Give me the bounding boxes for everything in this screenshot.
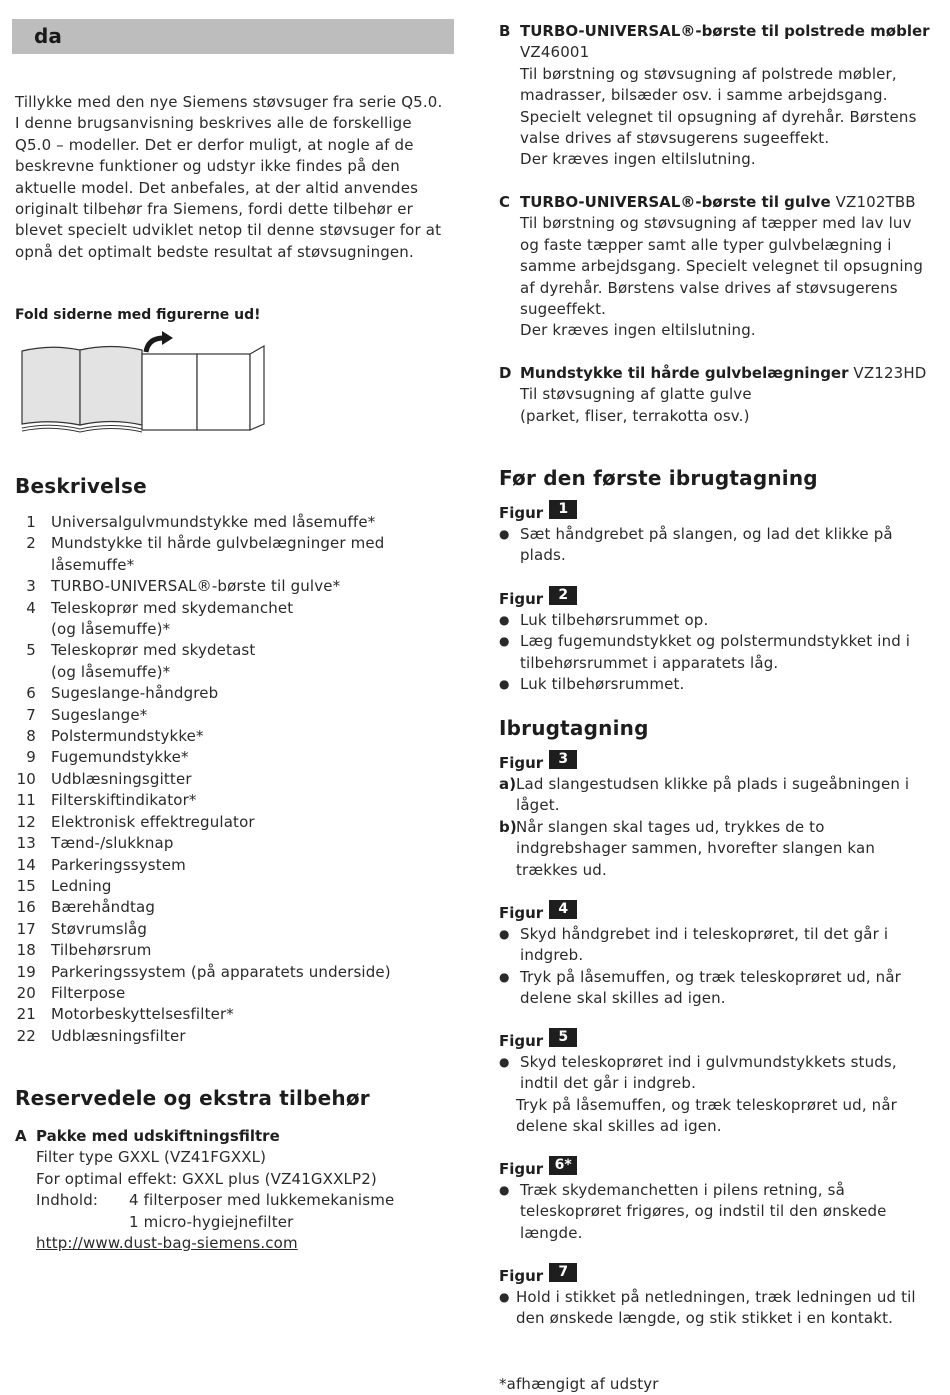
item-number: 19 — [16, 962, 36, 981]
description-heading: Beskrivelse — [15, 474, 147, 498]
bullet-text: Luk tilbehørsrummet op. — [520, 611, 709, 629]
bullet-icon: ● — [499, 927, 510, 941]
item-label-line: Teleskoprør med skydemanchet — [51, 598, 294, 617]
figure-1-section — [499, 500, 939, 567]
note-line: Tryk på låsemuffen, og træk teleskoprøret ud, når — [516, 1095, 898, 1114]
bullet-item — [499, 924, 939, 967]
item-label: Tænd-/slukknap — [51, 834, 174, 853]
item-label: Fugemundstykke* — [51, 748, 189, 767]
accessory-line: Til børstning og støvsugning af polstrede møbler, — [520, 64, 897, 83]
contents-values — [129, 1190, 394, 1233]
item-label-line: Teleskoprør med skydetast — [51, 641, 256, 660]
accessory-line: sugeeffekt. — [520, 300, 607, 319]
bullet-line: teleskoprøret frigøres, og indstil til den ønskede — [520, 1202, 887, 1221]
figure-label — [499, 750, 939, 774]
bullet-line: Træk skydemanchetten i pilens retning, så — [520, 1181, 845, 1199]
list-item — [15, 640, 465, 683]
figure-number-badge: 5 — [549, 1028, 577, 1047]
accessory-letter: B — [499, 22, 511, 40]
figure-label-text: Figur — [499, 1160, 544, 1178]
fold-out-pages-icon — [18, 330, 270, 440]
item-label: Udblæsningsgitter — [51, 769, 192, 788]
language-code: da — [34, 24, 62, 48]
list-item — [15, 962, 465, 983]
contents-value: 4 filterposer med lukkemekanisme — [129, 1191, 395, 1210]
list-item — [15, 1004, 465, 1025]
list-item — [15, 897, 465, 918]
item-number: 17 — [16, 919, 36, 938]
bullet-icon: ● — [499, 527, 510, 541]
accessory-code: VZ102TBB — [835, 193, 916, 211]
item-label: Elektronisk effektregulator — [51, 812, 255, 831]
step-marker: a) — [499, 775, 517, 793]
accessory-line: Specielt velegnet til opsugning af dyrehår. Børstens — [520, 107, 917, 126]
item-number: 9 — [26, 748, 36, 767]
item-label: TURBO-UNIVERSAL®-børste til gulve* — [51, 577, 341, 596]
accessory-title: TURBO-UNIVERSAL®-børste til gulve — [520, 193, 831, 211]
bullet-icon: ● — [499, 677, 510, 692]
bullet-item — [499, 631, 939, 674]
figure-5-section — [499, 1028, 939, 1138]
list-item — [15, 512, 465, 533]
list-item — [15, 1026, 465, 1047]
figure-label — [499, 586, 939, 610]
figure-label — [499, 1263, 939, 1287]
figure-number-badge: 1 — [549, 500, 577, 519]
intro-line: beskrevne funktioner og udstyr ikke findes på den — [15, 157, 400, 176]
accessory-letter: C — [499, 193, 511, 211]
accessory-title: Pakke med udskiftningsfiltre — [36, 1127, 280, 1145]
figure-3-section — [499, 750, 939, 881]
item-number: 4 — [26, 598, 36, 617]
item-number: 11 — [16, 791, 36, 810]
intro-line: blevet specielt udviklet netop til denne støvsuger for at — [15, 221, 442, 240]
bullet-item — [499, 967, 939, 1010]
dust-bag-link[interactable]: http://www.dust-bag-siemens.com — [36, 1234, 298, 1253]
figure-6-section — [499, 1156, 939, 1244]
figure-number-badge: 2 — [549, 586, 577, 605]
figure-label-text: Figur — [499, 904, 544, 922]
bullet-item — [499, 674, 939, 695]
item-number: 16 — [16, 898, 36, 917]
step-item — [499, 774, 939, 817]
item-number: 18 — [16, 941, 36, 960]
accessory-line: (parket, fliser, terrakotta osv.) — [520, 406, 750, 425]
list-item — [15, 598, 465, 641]
step-line: trækkes ud. — [516, 860, 607, 879]
accessory-body — [36, 1126, 465, 1254]
figure-label — [499, 1156, 939, 1180]
figure-7-section — [499, 1263, 939, 1330]
item-label: Sugeslange-håndgreb — [51, 684, 219, 703]
bullet-line: indtil det går i indgreb. — [520, 1074, 696, 1093]
figure-4-section — [499, 900, 939, 1010]
bullet-line: Sæt håndgrebet på slangen, og lad det klikke på — [520, 525, 893, 543]
bullet-line: tilbehørsrummet i apparatets låg. — [520, 653, 779, 672]
fold-note: Fold siderne med figurerne ud! — [15, 307, 261, 323]
intro-line: Q5.0 – modeller. Det er derfor muligt, at nogle af de — [15, 135, 414, 154]
item-label: Ledning — [51, 876, 112, 895]
list-item — [15, 769, 465, 790]
bullet-text: Luk tilbehørsrummet. — [520, 675, 685, 694]
bullet-line: Skyd håndgrebet ind i teleskoprøret, til det går i — [520, 925, 889, 943]
bullet-line: længde. — [520, 1223, 583, 1242]
bullet-text — [520, 967, 939, 1010]
step-item — [499, 817, 939, 881]
accessory-title: TURBO-UNIVERSAL®-børste til polstrede møbler — [520, 22, 930, 40]
item-number: 5 — [26, 641, 36, 660]
accessory-line: Der kræves ingen eltilslutning. — [520, 150, 756, 169]
accessory-line: Filter type GXXL (VZ41FGXXL) — [36, 1148, 267, 1167]
bullet-line: Læg fugemundstykket og polstermundstykket ind i — [520, 632, 911, 651]
usage-heading: Ibrugtagning — [499, 716, 649, 740]
accessories-heading: Reservedele og ekstra tilbehør — [15, 1086, 370, 1110]
item-label-line: (og låsemuffe)* — [51, 662, 171, 681]
bullet-text — [520, 924, 939, 967]
item-label: Bærehåndtag — [51, 898, 156, 917]
accessory-line: af dyrehår. Børstens valse drives af støvsugerens — [520, 278, 898, 297]
item-label — [36, 533, 465, 576]
bullet-item — [499, 1287, 939, 1330]
list-item — [15, 833, 465, 854]
figure-label-text: Figur — [499, 590, 544, 608]
list-item — [15, 747, 465, 768]
bullet-text — [516, 1287, 939, 1330]
step-line: Når slangen skal tages ud, trykkes de to — [516, 817, 825, 836]
intro-line: originalt tilbehør fra Siemens, fordi dette tilbehør er — [15, 200, 413, 219]
accessory-code: VZ46001 — [520, 43, 590, 62]
accessory-a — [15, 1126, 465, 1254]
item-label: Parkeringssystem — [51, 855, 186, 874]
item-number: 12 — [16, 812, 36, 831]
accessory-contents — [36, 1190, 465, 1233]
step-line: låget. — [516, 796, 560, 815]
item-number: 20 — [16, 983, 36, 1002]
intro-line: I denne brugsanvisning beskrives alle de forskellige — [15, 114, 412, 133]
contents-label: Indhold: — [36, 1191, 99, 1210]
accessory-line: Til børstning og støvsugning af tæpper med lav luv — [520, 214, 912, 233]
figure-label-text: Figur — [499, 1032, 544, 1050]
item-number: 15 — [16, 876, 36, 895]
item-label: Universalgulvmundstykke med låsemuffe* — [51, 513, 376, 531]
bullet-line: den ønskede længde, og stik stikket i en kontakt. — [516, 1309, 894, 1328]
list-item — [15, 876, 465, 897]
accessory-line: og faste tæpper samt alle typer gulvbelægning i — [520, 235, 892, 254]
item-label-line: (og låsemuffe)* — [51, 620, 171, 639]
item-number: 13 — [16, 834, 36, 853]
item-number: 7 — [26, 705, 36, 724]
step-line: indgrebshager sammen, hvorefter slangen kan — [516, 839, 875, 858]
item-label-line: Mundstykke til hårde gulvbelægninger med — [51, 534, 385, 553]
bullet-item — [499, 1052, 939, 1095]
accessory-line: madrasser, bilsæder osv. i samme arbejdsgang. — [520, 86, 888, 105]
bullet-text — [520, 524, 939, 567]
figure-label — [499, 500, 939, 524]
list-item — [15, 576, 465, 597]
bullet-text — [520, 1052, 939, 1095]
accessory-line: samme arbejdsgang. Specielt velegnet til opsugning — [520, 257, 923, 276]
list-item — [15, 812, 465, 833]
item-number: 1 — [26, 513, 36, 531]
bullet-line: delene skal skilles ad igen. — [520, 989, 726, 1008]
accessory-line: valse drives af støvsugerens sugeeffekt. — [520, 129, 830, 148]
item-label: Filterskiftindikator* — [51, 791, 197, 810]
item-number: 21 — [16, 1005, 36, 1024]
accessory-letter: A — [15, 1127, 27, 1145]
intro-paragraph — [15, 92, 465, 263]
item-label: Polstermundstykke* — [51, 727, 204, 746]
figure-2-section — [499, 586, 939, 696]
intro-line: aktuelle model. Det anbefales, at der altid anvendes — [15, 178, 419, 197]
list-item — [15, 790, 465, 811]
list-item — [15, 705, 465, 726]
list-item — [15, 855, 465, 876]
accessory-code: VZ123HD — [853, 364, 927, 382]
accessory-body — [520, 363, 939, 427]
before-first-use-heading: Før den første ibrugtagning — [499, 466, 818, 490]
bullet-item — [499, 610, 939, 631]
accessory-letter: D — [499, 364, 512, 382]
accessory-line: For optimal effekt: GXXL plus (VZ41GXXLP2) — [36, 1169, 377, 1188]
item-label-line: låsemuffe* — [51, 555, 135, 574]
note-paragraph — [499, 1095, 939, 1138]
language-header-bar — [12, 19, 454, 54]
step-text — [516, 817, 939, 881]
item-number: 6 — [26, 684, 36, 703]
intro-line: Tillykke med den nye Siemens støvsuger fra serie Q5.0. — [15, 93, 443, 111]
bullet-line: plads. — [520, 546, 566, 565]
accessory-line: Til støvsugning af glatte gulve — [520, 385, 752, 404]
accessory-line: Der kræves ingen eltilslutning. — [520, 321, 756, 340]
figure-label — [499, 1028, 939, 1052]
figure-number-badge: 3 — [549, 750, 577, 769]
item-label: Udblæsningsfilter — [51, 1026, 186, 1045]
list-item — [15, 919, 465, 940]
item-number: 10 — [16, 769, 36, 788]
step-text — [516, 774, 939, 817]
bullet-icon: ● — [499, 613, 510, 627]
list-item — [15, 726, 465, 747]
bullet-text — [520, 1180, 939, 1244]
item-number: 8 — [26, 727, 36, 746]
figure-label-text: Figur — [499, 504, 544, 522]
bullet-icon: ● — [499, 969, 510, 984]
item-number: 14 — [16, 855, 36, 874]
bullet-line: Hold i stikket på netledningen, træk ledningen ud til — [516, 1288, 916, 1306]
figure-label-text: Figur — [499, 754, 544, 772]
contents-value: 1 micro-hygiejnefilter — [129, 1212, 294, 1231]
bullet-icon: ● — [499, 1183, 510, 1197]
figure-number-badge: 4 — [549, 900, 577, 919]
figure-label — [499, 900, 939, 924]
intro-line: opnå det optimalt bedste resultat af støvsugningen. — [15, 242, 414, 261]
figure-number-badge: 7 — [549, 1263, 577, 1282]
bullet-line: Skyd teleskoprøret ind i gulvmundstykkets studs, — [520, 1053, 897, 1071]
bullet-icon: ● — [499, 634, 510, 649]
accessory-b — [499, 21, 939, 171]
item-label: Filterpose — [51, 983, 126, 1002]
item-label — [36, 640, 465, 683]
list-item — [15, 533, 465, 576]
bullet-line: indgreb. — [520, 946, 584, 965]
figure-number-badge: 6* — [549, 1156, 577, 1175]
item-label: Motorbeskyttelsesfilter* — [51, 1005, 234, 1024]
item-number: 22 — [16, 1026, 36, 1045]
bullet-item — [499, 1180, 939, 1244]
item-label: Sugeslange* — [51, 705, 148, 724]
list-item — [15, 940, 465, 961]
item-label: Tilbehørsrum — [51, 941, 152, 960]
accessory-title: Mundstykke til hårde gulvbelægninger — [520, 364, 849, 382]
item-number: 3 — [26, 577, 36, 596]
accessory-body — [520, 21, 939, 171]
bullet-line: Tryk på låsemuffen, og træk teleskoprøret ud, når — [520, 967, 902, 986]
figure-label-text: Figur — [499, 1267, 544, 1285]
description-list — [15, 512, 465, 1047]
accessory-body — [520, 192, 939, 342]
item-label: Støvrumslåg — [51, 919, 148, 938]
bullet-text — [520, 631, 939, 674]
accessory-d — [499, 363, 939, 427]
footnote: *afhængigt af udstyr — [499, 1375, 659, 1393]
item-label: Parkeringssystem (på apparatets underside) — [51, 962, 391, 981]
list-item — [15, 983, 465, 1004]
bullet-item — [499, 524, 939, 567]
note-line: delene skal skilles ad igen. — [516, 1117, 722, 1136]
bullet-icon: ● — [499, 1290, 510, 1304]
item-number: 2 — [26, 534, 36, 553]
bullet-icon: ● — [499, 1055, 510, 1069]
step-marker: b) — [499, 817, 517, 836]
item-label — [36, 598, 465, 641]
accessory-c — [499, 192, 939, 342]
step-line: Lad slangestudsen klikke på plads i sugeåbningen i — [516, 775, 910, 793]
list-item — [15, 683, 465, 704]
